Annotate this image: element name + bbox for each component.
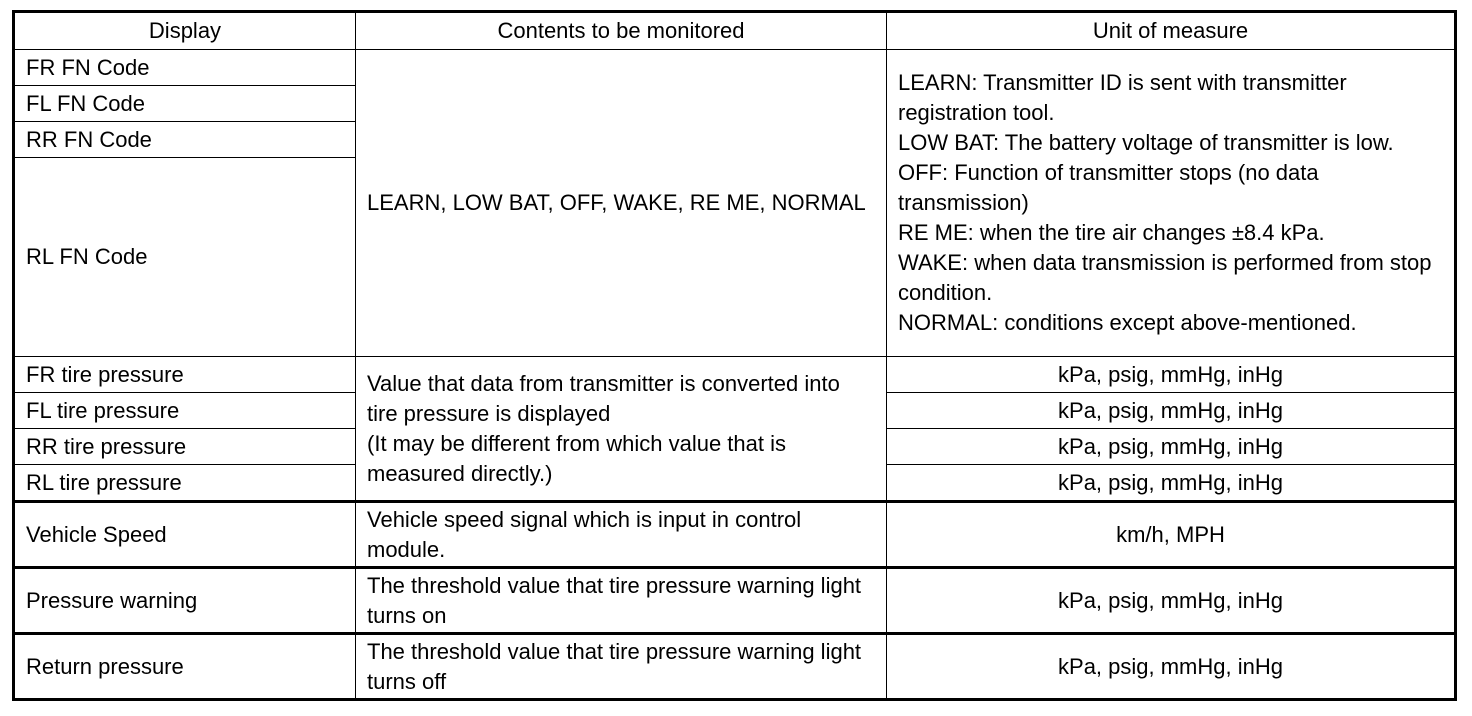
display-cell: Return pressure [14,634,356,700]
table-row [14,634,1456,700]
fn-code-contents: LEARN, LOW BAT, OFF, WAKE, RE ME, NORMAL [356,50,887,357]
display-cell: RL FN Code [14,158,356,357]
unit-line: NORMAL: conditions except above-mentioned. [898,310,1357,335]
display-cell: RR tire pressure [14,429,356,465]
contents-cell: The threshold value that tire pressure warning light turns off [356,634,887,700]
unit-cell: kPa, psig, mmHg, inHg [887,568,1456,634]
table-row [14,50,1456,86]
header-contents: Contents to be monitored [356,12,887,50]
display-cell: Vehicle Speed [14,502,356,568]
unit-cell: kPa, psig, mmHg, inHg [887,634,1456,700]
header-row [14,12,1456,50]
tire-pressure-contents [356,357,887,502]
display-cell: FR tire pressure [14,357,356,393]
unit-line: LEARN: Transmitter ID is sent with transmitter registration tool. [898,70,1347,125]
display-cell: Pressure warning [14,568,356,634]
header-display: Display [14,12,356,50]
contents-cell: Vehicle speed signal which is input in control module. [356,502,887,568]
table-row [14,502,1456,568]
header-unit: Unit of measure [887,12,1456,50]
display-cell: RR FN Code [14,122,356,158]
unit-line: RE ME: when the tire air changes ±8.4 kPa. [898,220,1325,245]
display-cell: FL FN Code [14,86,356,122]
unit-cell: kPa, psig, mmHg, inHg [887,465,1456,502]
unit-cell: km/h, MPH [887,502,1456,568]
fn-code-unit [887,50,1456,357]
unit-cell: kPa, psig, mmHg, inHg [887,393,1456,429]
contents-line: (It may be different from which value that is measured directly.) [367,430,786,486]
monitor-table [12,10,1457,701]
unit-line: LOW BAT: The battery voltage of transmitter is low. [898,130,1394,155]
table-row [14,568,1456,634]
contents-line: Value that data from transmitter is converted into tire pressure is displayed [367,370,840,426]
unit-cell: kPa, psig, mmHg, inHg [887,357,1456,393]
unit-cell: kPa, psig, mmHg, inHg [887,429,1456,465]
display-cell: RL tire pressure [14,465,356,502]
contents-cell: The threshold value that tire pressure warning light turns on [356,568,887,634]
display-cell: FR FN Code [14,50,356,86]
unit-line: OFF: Function of transmitter stops (no data transmission) [898,160,1319,215]
unit-line: WAKE: when data transmission is performed from stop condition. [898,250,1432,305]
table-row [14,357,1456,393]
display-cell: FL tire pressure [14,393,356,429]
